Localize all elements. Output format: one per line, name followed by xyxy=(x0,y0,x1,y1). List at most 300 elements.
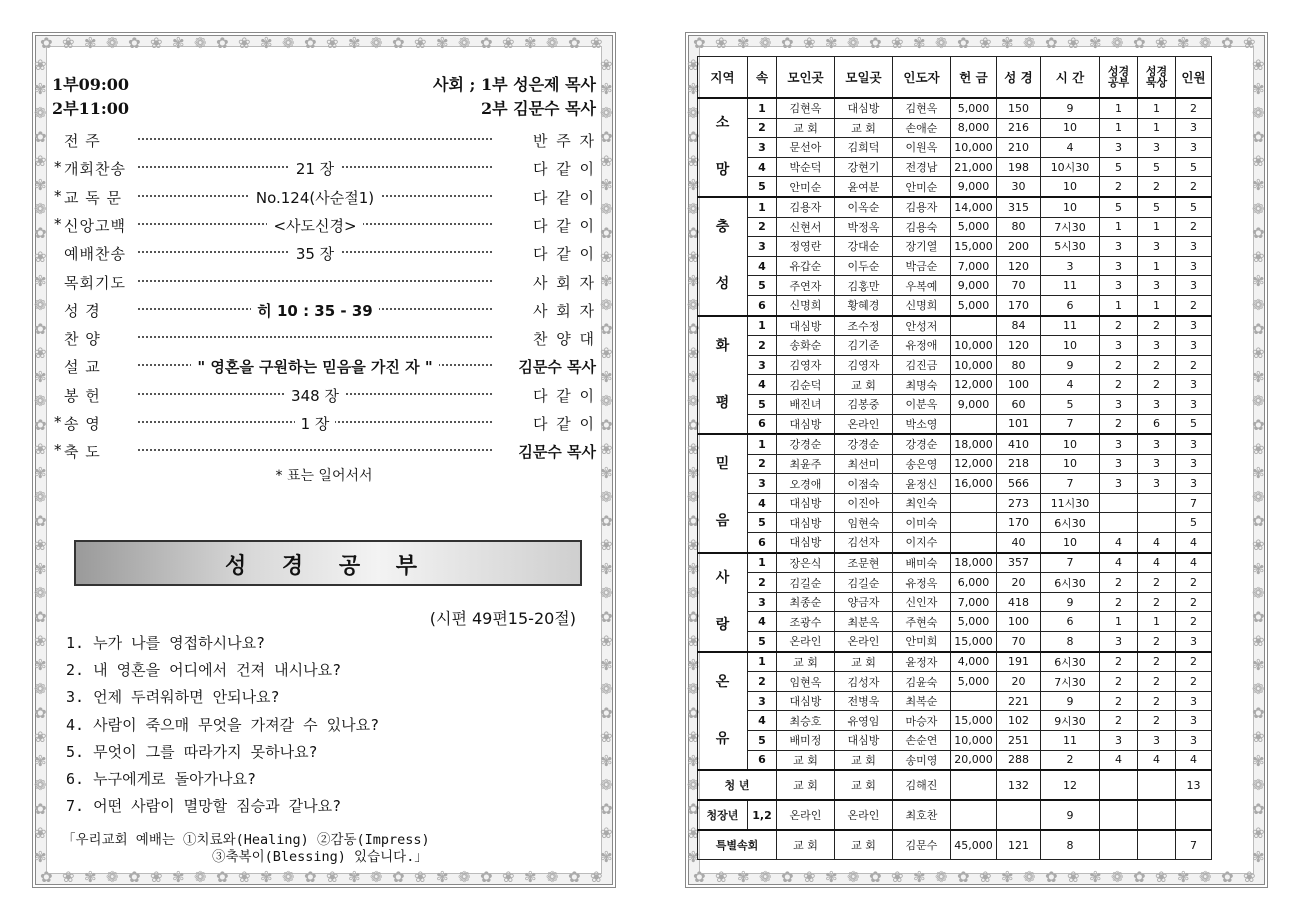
table-cell: 2 xyxy=(1138,652,1176,672)
column-header-line: 성경 xyxy=(1145,65,1168,78)
region-name-char: 사 xyxy=(715,569,730,586)
table-cell: 황혜경 xyxy=(835,295,893,315)
flower-ornament: ✿ xyxy=(600,320,613,338)
table-cell: 이두순 xyxy=(835,256,893,276)
region-name xyxy=(698,553,748,652)
flower-ornament: ✾ xyxy=(34,272,47,290)
flower-ornament: ✿ xyxy=(392,868,405,886)
special-group-name: 청 년 xyxy=(698,770,777,800)
flower-ornament: ❁ xyxy=(600,104,613,122)
table-cell: 온라인 xyxy=(835,632,893,652)
church-motto xyxy=(62,832,430,866)
table-cell xyxy=(951,533,997,553)
table-cell: 18,000 xyxy=(951,553,997,573)
cell-sok: 5 xyxy=(748,513,777,533)
special-row xyxy=(698,830,1212,860)
order-item-name: 교 독 문 xyxy=(64,188,123,207)
table-cell: 18,000 xyxy=(951,434,997,454)
table-row xyxy=(698,573,1212,593)
flower-ornament: ❀ xyxy=(1155,34,1168,52)
table-cell: 3 xyxy=(1176,375,1212,395)
table-cell: 교 회 xyxy=(777,652,835,672)
flower-ornament: ❁ xyxy=(600,776,613,794)
table-cell: 10,000 xyxy=(951,336,997,356)
table-cell: 7,000 xyxy=(951,592,997,612)
service-2-time: 2부11:00 xyxy=(52,99,130,118)
cell-sok: 1 xyxy=(748,98,777,118)
table-cell: 8 xyxy=(1041,830,1100,860)
table-cell: 4 xyxy=(1041,138,1100,158)
cell-sok: 5 xyxy=(748,632,777,652)
table-cell xyxy=(951,493,997,513)
table-cell: 40 xyxy=(997,533,1041,553)
table-row xyxy=(698,632,1212,652)
special-group-name: 청장년 xyxy=(698,800,748,830)
table-row xyxy=(698,217,1212,237)
table-cell: 김용숙 xyxy=(893,217,951,237)
flower-ornament: ✾ xyxy=(260,34,273,52)
column-header xyxy=(1138,57,1176,99)
table-cell: 2 xyxy=(1100,177,1138,197)
table-row xyxy=(698,691,1212,711)
flower-ornament: ❀ xyxy=(62,868,75,886)
order-item-leader: 다 같 이 xyxy=(532,188,596,207)
flower-ornament: ✾ xyxy=(172,34,185,52)
table-cell: 조광수 xyxy=(777,612,835,632)
table-cell: 10,000 xyxy=(951,138,997,158)
flower-ornament: ❀ xyxy=(34,344,47,362)
flower-ornament: ❁ xyxy=(600,296,613,314)
flower-ornament: ❁ xyxy=(687,200,700,218)
flower-ornament: ✿ xyxy=(1045,34,1058,52)
flower-ornament: ✿ xyxy=(687,128,700,146)
order-item-detail: 35 장 xyxy=(290,245,340,263)
flower-ornament: ❀ xyxy=(687,824,700,842)
flower-ornament: ❁ xyxy=(600,584,613,602)
cell-sok: 1 xyxy=(748,652,777,672)
table-cell: 강경순 xyxy=(835,434,893,454)
column-header-line: 묵상 xyxy=(1145,76,1168,89)
table-cell: 대심방 xyxy=(777,414,835,434)
flower-ornament: ❀ xyxy=(238,868,251,886)
table-cell: 3 xyxy=(1138,434,1176,454)
table-cell: 1 xyxy=(1138,612,1176,632)
table-cell: 6시30 xyxy=(1041,573,1100,593)
table-cell xyxy=(1100,493,1138,513)
flower-ornament: ✿ xyxy=(304,34,317,52)
table-cell: 4 xyxy=(1100,533,1138,553)
table-cell: 2 xyxy=(1100,375,1138,395)
cell-sok: 2 xyxy=(748,573,777,593)
table-cell: 교 회 xyxy=(777,770,835,800)
flower-ornament: ❁ xyxy=(687,584,700,602)
table-cell: 3 xyxy=(1138,731,1176,751)
table-cell: 10 xyxy=(1041,118,1100,138)
column-header: 헌 금 xyxy=(951,57,997,99)
flower-ornament: ❁ xyxy=(194,34,207,52)
table-cell: 11시30 xyxy=(1041,493,1100,513)
flower-ornament: ❀ xyxy=(1252,56,1265,74)
table-cell: 신명희 xyxy=(893,295,951,315)
cell-sok: 4 xyxy=(748,711,777,731)
flower-ornament: ❀ xyxy=(414,34,427,52)
table-cell: 신명희 xyxy=(777,295,835,315)
table-cell: 김영자 xyxy=(777,355,835,375)
flower-ornament: ✿ xyxy=(1252,800,1265,818)
study-question: 3. 언제 두려워하면 안되나요? xyxy=(66,688,280,707)
cell-sok: 1 xyxy=(748,434,777,454)
table-cell: 5,000 xyxy=(951,98,997,118)
table-cell: 5 xyxy=(1041,394,1100,414)
region-name-char: 평 xyxy=(715,394,730,411)
table-cell: 3 xyxy=(1176,256,1212,276)
order-item-detail: 21 장 xyxy=(290,160,340,178)
worship-order-item xyxy=(52,185,596,211)
order-item-name: 전 주 xyxy=(64,132,101,150)
flower-ornament: ❁ xyxy=(1252,680,1265,698)
table-cell: 7시30 xyxy=(1041,672,1100,692)
flower-ornament: ✿ xyxy=(1133,34,1146,52)
flower-ornament: ❁ xyxy=(1252,104,1265,122)
table-cell: 5,000 xyxy=(951,612,997,632)
cell-sok: 2 xyxy=(748,217,777,237)
study-question: 1. 누가 나를 영접하시나요? xyxy=(66,634,266,652)
flower-ornament: ❁ xyxy=(600,680,613,698)
table-row xyxy=(698,355,1212,375)
flower-ornament: ✾ xyxy=(687,848,700,866)
flower-ornament: ❀ xyxy=(1243,34,1256,52)
flower-ornament: ✾ xyxy=(34,848,47,866)
flower-ornament: ✿ xyxy=(687,608,700,626)
table-cell: 2 xyxy=(1176,612,1212,632)
table-cell: 2 xyxy=(1138,672,1176,692)
cell-sok: 4 xyxy=(748,375,777,395)
table-cell: 3 xyxy=(1100,632,1138,652)
table-cell: 2 xyxy=(1176,98,1212,118)
flower-ornament: ❀ xyxy=(34,536,47,554)
table-cell: 221 xyxy=(997,691,1041,711)
special-group-sok: 1,2 xyxy=(748,800,777,830)
table-cell: 566 xyxy=(997,474,1041,494)
flower-ornament: ✾ xyxy=(1252,272,1265,290)
cell-group-report-table xyxy=(697,56,1212,860)
cell-sok: 4 xyxy=(748,612,777,632)
flower-ornament: ❁ xyxy=(34,104,47,122)
flower-ornament: ✿ xyxy=(687,224,700,242)
region-name-char: 믿 xyxy=(715,456,730,473)
table-cell: 김현옥 xyxy=(777,98,835,118)
table-cell: 김진금 xyxy=(893,355,951,375)
table-cell: 이원옥 xyxy=(893,138,951,158)
bible-study-banner xyxy=(74,540,582,586)
flower-ornament: ❀ xyxy=(1252,632,1265,650)
flower-ornament: ❀ xyxy=(590,868,603,886)
cell-sok: 6 xyxy=(748,533,777,553)
table-cell: 김길순 xyxy=(777,573,835,593)
study-question: 7. 어떤 사람이 멸망할 짐승과 같나요? xyxy=(66,797,342,816)
table-row xyxy=(698,98,1212,118)
study-question: 6. 누구에게로 돌아가나요? xyxy=(66,770,257,788)
table-cell: 박금순 xyxy=(893,256,951,276)
column-header xyxy=(1100,57,1138,99)
table-cell: 3 xyxy=(1100,276,1138,296)
flower-ornament: ❀ xyxy=(238,34,251,52)
order-item-detail-wrap xyxy=(138,243,492,264)
flower-ornament: ✿ xyxy=(687,416,700,434)
table-cell: 2 xyxy=(1138,177,1176,197)
flower-ornament: ✿ xyxy=(40,34,53,52)
flower-ornament: ❀ xyxy=(687,440,700,458)
worship-order-item xyxy=(52,128,596,154)
order-item-leader: 김문수 목사 xyxy=(518,358,596,377)
cell-sok: 6 xyxy=(748,750,777,770)
table-cell: 6,000 xyxy=(951,573,997,593)
table-cell: 3 xyxy=(1138,138,1176,158)
flower-ornament: ❀ xyxy=(687,728,700,746)
flower-ornament: ✿ xyxy=(34,608,47,626)
cell-sok: 5 xyxy=(748,177,777,197)
flower-ornament: ❁ xyxy=(847,868,860,886)
table-cell: 5 xyxy=(1138,197,1176,217)
flower-ornament: ❁ xyxy=(458,868,471,886)
flower-ornament: ❁ xyxy=(1252,488,1265,506)
table-cell: 7,000 xyxy=(951,256,997,276)
table-row xyxy=(698,316,1212,336)
flower-ornament: ❀ xyxy=(414,868,427,886)
table-cell: 양금자 xyxy=(835,592,893,612)
flower-ornament: ❀ xyxy=(979,34,992,52)
flower-ornament: ✿ xyxy=(1252,704,1265,722)
table-cell: 안미희 xyxy=(893,632,951,652)
table-cell: 유영임 xyxy=(835,711,893,731)
flower-ornament: ❁ xyxy=(546,868,559,886)
table-cell: 2 xyxy=(1138,316,1176,336)
service-time-row-2 xyxy=(52,96,596,119)
table-cell: 3 xyxy=(1100,138,1138,158)
flower-ornament: ✿ xyxy=(600,128,613,146)
table-cell: 4,000 xyxy=(951,652,997,672)
table-cell xyxy=(1176,800,1212,830)
flower-ornament: ✾ xyxy=(600,80,613,98)
table-cell: 대심방 xyxy=(777,513,835,533)
flower-ornament: ✿ xyxy=(392,34,405,52)
table-cell: 김순덕 xyxy=(777,375,835,395)
region-name-char: 랑 xyxy=(715,617,730,634)
flower-ornament: ✾ xyxy=(600,176,613,194)
cell-sok: 2 xyxy=(748,454,777,474)
table-cell: 410 xyxy=(997,434,1041,454)
table-cell xyxy=(1100,770,1138,800)
table-cell: 배미정 xyxy=(777,731,835,751)
table-cell: 김영자 xyxy=(835,355,893,375)
table-cell: 5 xyxy=(1176,513,1212,533)
table-cell: 6 xyxy=(1138,414,1176,434)
table-cell: 80 xyxy=(997,217,1041,237)
table-row xyxy=(698,414,1212,434)
flower-ornament: ✿ xyxy=(1252,320,1265,338)
table-cell: 6 xyxy=(1041,295,1100,315)
flower-ornament: ✾ xyxy=(600,368,613,386)
table-cell: 200 xyxy=(997,237,1041,257)
flower-ornament: ✾ xyxy=(260,868,273,886)
table-cell: 5,000 xyxy=(951,295,997,315)
table-cell xyxy=(951,770,997,800)
column-header: 모일곳 xyxy=(835,57,893,99)
table-cell: 218 xyxy=(997,454,1041,474)
flower-ornament: ❁ xyxy=(194,868,207,886)
flower-ornament: ✿ xyxy=(1252,224,1265,242)
table-cell: 2 xyxy=(1176,592,1212,612)
stand-marker: * xyxy=(54,413,62,431)
table-cell: 송미영 xyxy=(893,750,951,770)
table-cell: 3 xyxy=(1176,316,1212,336)
table-cell: 전병욱 xyxy=(835,691,893,711)
table-cell: 9 xyxy=(1041,355,1100,375)
order-item-name: 설 교 xyxy=(64,358,101,377)
table-cell: 강경순 xyxy=(777,434,835,454)
table-cell: 안성저 xyxy=(893,316,951,336)
flower-ornament: ❁ xyxy=(935,868,948,886)
table-cell: 3 xyxy=(1176,394,1212,414)
table-cell: 최분옥 xyxy=(835,612,893,632)
table-cell: 15,000 xyxy=(951,711,997,731)
order-item-detail-wrap xyxy=(138,158,492,179)
flower-ornament: ❀ xyxy=(687,344,700,362)
table-cell: 2 xyxy=(1100,355,1138,375)
table-cell: 5,000 xyxy=(951,217,997,237)
table-cell: 6시30 xyxy=(1041,652,1100,672)
bulletin-left-page xyxy=(32,32,616,888)
flower-ornament: ❀ xyxy=(1243,868,1256,886)
table-cell: 2 xyxy=(1138,375,1176,395)
column-header-line: 성경 xyxy=(1107,65,1130,78)
flower-ornament: ❀ xyxy=(1252,248,1265,266)
table-cell: 5 xyxy=(1176,197,1212,217)
order-item-detail-wrap xyxy=(138,413,492,434)
order-item-detail: <사도신경> xyxy=(267,217,362,235)
cell-sok: 4 xyxy=(748,157,777,177)
table-row xyxy=(698,493,1212,513)
table-cell: 12,000 xyxy=(951,454,997,474)
column-header: 모인곳 xyxy=(777,57,835,99)
flower-ornament: ✾ xyxy=(34,176,47,194)
flower-ornament: ✿ xyxy=(40,868,53,886)
flower-ornament: ✾ xyxy=(1252,848,1265,866)
flower-ornament: ❀ xyxy=(803,868,816,886)
table-cell: 2 xyxy=(1100,573,1138,593)
table-cell: 최복순 xyxy=(893,691,951,711)
table-cell xyxy=(1100,513,1138,533)
table-cell: 7 xyxy=(1041,474,1100,494)
table-cell: 3 xyxy=(1138,454,1176,474)
worship-order-item xyxy=(52,354,596,380)
flower-ornament: ✾ xyxy=(600,752,613,770)
table-cell: 주연자 xyxy=(777,276,835,296)
flower-ornament: ❀ xyxy=(891,868,904,886)
table-cell: 2 xyxy=(1138,691,1176,711)
flower-ornament: ✾ xyxy=(687,752,700,770)
flower-ornament: ❀ xyxy=(1252,824,1265,842)
table-cell: 12 xyxy=(1041,770,1100,800)
order-item-leader: 반 주 자 xyxy=(532,132,596,150)
flower-ornament: ❁ xyxy=(687,680,700,698)
table-cell: 4 xyxy=(1100,553,1138,573)
table-cell: 윤여분 xyxy=(835,177,893,197)
cell-sok: 5 xyxy=(748,731,777,751)
flower-ornament: ❁ xyxy=(106,868,119,886)
table-cell: 10 xyxy=(1041,197,1100,217)
stand-marker: * xyxy=(54,158,62,177)
table-cell: 이지수 xyxy=(893,533,951,553)
table-cell: 11 xyxy=(1041,731,1100,751)
table-cell: 신현서 xyxy=(777,217,835,237)
flower-ornament: ✿ xyxy=(1252,512,1265,530)
table-cell: 안미순 xyxy=(777,177,835,197)
table-cell: 1 xyxy=(1100,98,1138,118)
table-cell: 20 xyxy=(997,672,1041,692)
flower-ornament: ✿ xyxy=(1252,128,1265,146)
cell-sok: 6 xyxy=(748,295,777,315)
table-cell: 9 xyxy=(1041,98,1100,118)
table-row xyxy=(698,336,1212,356)
table-cell: 임현숙 xyxy=(835,513,893,533)
table-cell xyxy=(951,800,997,830)
table-cell: 60 xyxy=(997,394,1041,414)
flower-ornament: ✿ xyxy=(687,320,700,338)
table-cell: 2 xyxy=(1176,652,1212,672)
dotted-leader xyxy=(138,449,492,451)
cell-sok: 5 xyxy=(748,276,777,296)
cell-sok: 3 xyxy=(748,691,777,711)
table-cell: 70 xyxy=(997,632,1041,652)
flower-ornament: ❀ xyxy=(1252,152,1265,170)
table-cell: 2 xyxy=(1138,355,1176,375)
table-cell: 마승자 xyxy=(893,711,951,731)
table-cell: 170 xyxy=(997,295,1041,315)
table-cell: 1 xyxy=(1138,118,1176,138)
flower-ornament: ✾ xyxy=(687,656,700,674)
table-cell xyxy=(1138,800,1176,830)
table-cell: 김봉중 xyxy=(835,394,893,414)
table-cell: 전경남 xyxy=(893,157,951,177)
flower-ornament: ✿ xyxy=(568,34,581,52)
table-cell: 김현옥 xyxy=(893,98,951,118)
column-header: 시 간 xyxy=(1041,57,1100,99)
flower-ornament: ✿ xyxy=(600,704,613,722)
flower-ornament: ❀ xyxy=(979,868,992,886)
flower-ornament: ✾ xyxy=(34,656,47,674)
flower-ornament: ❀ xyxy=(600,56,613,74)
flower-ornament: ❁ xyxy=(759,34,772,52)
table-cell: 8 xyxy=(1041,632,1100,652)
order-item-detail-wrap xyxy=(138,356,492,377)
table-cell: 1 xyxy=(1100,612,1138,632)
table-cell: 2 xyxy=(1138,632,1176,652)
table-cell: 2 xyxy=(1100,652,1138,672)
table-cell: 7시30 xyxy=(1041,217,1100,237)
table-cell: 2 xyxy=(1100,414,1138,434)
stand-marker: * xyxy=(54,186,62,205)
flower-ornament: ✾ xyxy=(34,80,47,98)
table-cell: 100 xyxy=(997,612,1041,632)
stand-note: * 표는 일어서서 xyxy=(275,468,373,484)
flower-ornament: ✿ xyxy=(869,34,882,52)
table-cell: 9 xyxy=(1041,691,1100,711)
table-cell xyxy=(1138,513,1176,533)
table-cell: 교 회 xyxy=(777,830,835,860)
table-row xyxy=(698,652,1212,672)
flower-ornament: ❁ xyxy=(687,296,700,314)
